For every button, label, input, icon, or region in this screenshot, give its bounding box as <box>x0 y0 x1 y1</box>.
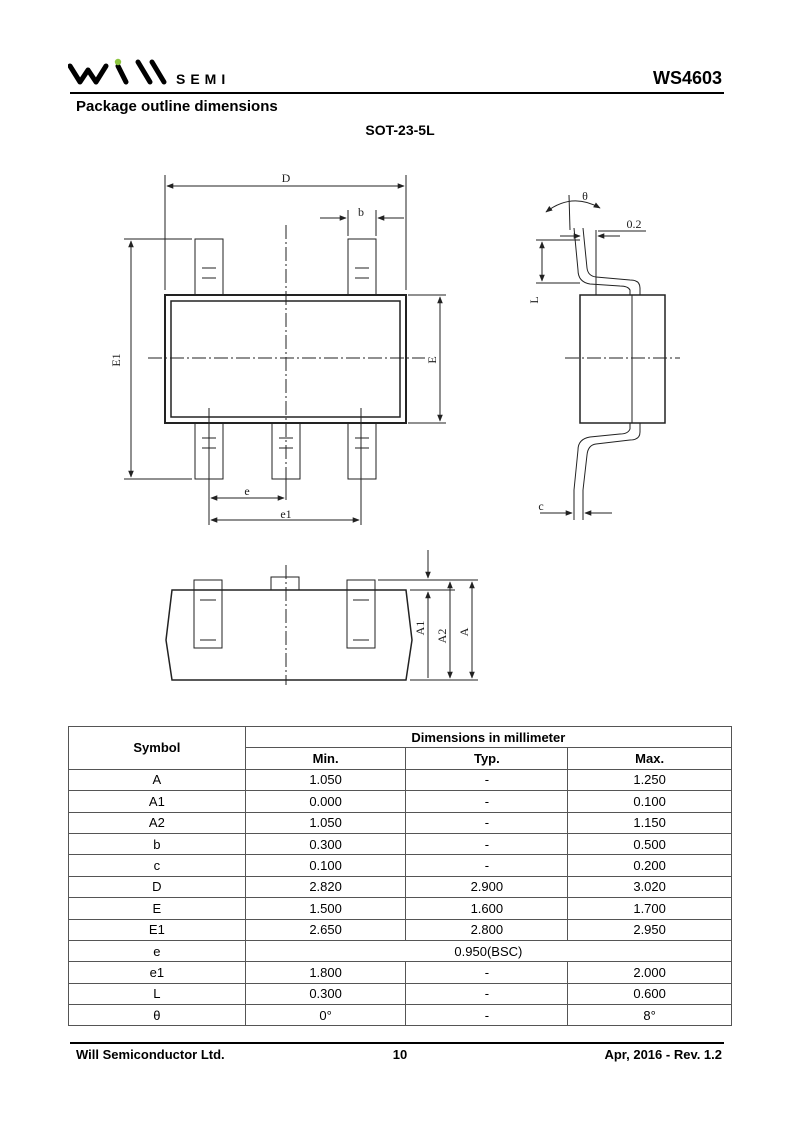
footer-rule <box>70 1042 724 1044</box>
page-number: 10 <box>392 1047 408 1062</box>
max-cell: 1.700 <box>568 898 732 919</box>
symbol-cell: e1 <box>69 962 246 983</box>
label-theta: θ <box>582 189 588 203</box>
min-cell: 1.800 <box>245 962 406 983</box>
label-L: L <box>527 296 541 304</box>
min-cell: 2.820 <box>245 876 406 897</box>
typ-cell: - <box>406 962 568 983</box>
table-row <box>69 962 732 983</box>
value-span-cell: 0.950(BSC) <box>245 940 731 961</box>
symbol-cell: L <box>69 983 246 1004</box>
max-cell: 3.020 <box>568 876 732 897</box>
max-cell: 1.150 <box>568 812 732 833</box>
table-row <box>69 791 732 812</box>
table-row <box>69 919 732 940</box>
header-rule <box>70 92 724 94</box>
dimensions-table <box>68 726 732 1026</box>
label-lead-offset: 0.2 <box>626 217 642 231</box>
part-number: WS4603 <box>652 68 722 88</box>
package-name: SOT-23-5L <box>365 122 435 138</box>
top-view <box>124 175 446 525</box>
label-E: E <box>425 356 439 364</box>
typ-cell: - <box>406 1005 568 1026</box>
label-b: b <box>358 205 364 219</box>
min-cell: 0.000 <box>245 791 406 812</box>
symbol-cell: A <box>69 769 246 790</box>
typ-cell: - <box>406 855 568 876</box>
label-A2: A2 <box>435 628 449 644</box>
max-header: Max. <box>568 748 732 769</box>
typ-cell: - <box>406 791 568 812</box>
typ-cell: - <box>406 983 568 1004</box>
symbol-cell: E1 <box>69 919 246 940</box>
table-row <box>69 983 732 1004</box>
section-title: Package outline dimensions <box>76 98 278 115</box>
min-cell: 0° <box>245 1005 406 1026</box>
min-cell: 0.300 <box>245 983 406 1004</box>
typ-cell: - <box>406 812 568 833</box>
typ-cell: - <box>406 833 568 854</box>
min-cell: 0.300 <box>245 833 406 854</box>
symbol-cell: D <box>69 876 246 897</box>
min-cell: 1.050 <box>245 769 406 790</box>
package-outline-drawing <box>0 150 800 710</box>
table-row <box>69 812 732 833</box>
label-A: A <box>457 627 471 637</box>
symbol-cell: E <box>69 898 246 919</box>
label-E1: E1 <box>109 353 123 367</box>
typ-cell: - <box>406 769 568 790</box>
side-view <box>536 195 680 520</box>
typ-cell: 2.800 <box>406 919 568 940</box>
label-A1: A1 <box>413 620 427 636</box>
symbol-cell: A2 <box>69 812 246 833</box>
max-cell: 1.250 <box>568 769 732 790</box>
table-row <box>69 876 732 897</box>
symbol-cell: θ <box>69 1005 246 1026</box>
will-semi-logo <box>68 58 268 90</box>
min-cell: 1.050 <box>245 812 406 833</box>
min-cell: 0.100 <box>245 855 406 876</box>
label-c: c <box>538 499 544 513</box>
table-row <box>69 855 732 876</box>
label-D: D <box>281 171 291 185</box>
symbol-cell: e <box>69 940 246 961</box>
typ-header: Typ. <box>406 748 568 769</box>
symbol-cell: c <box>69 855 246 876</box>
typ-cell: 2.900 <box>406 876 568 897</box>
min-cell: 2.650 <box>245 919 406 940</box>
table-row <box>69 833 732 854</box>
max-cell: 0.600 <box>568 983 732 1004</box>
table-row <box>69 769 732 790</box>
footer-revision: Apr, 2016 - Rev. 1.2 <box>604 1047 722 1062</box>
dimensions-group-header: Dimensions in millimeter <box>245 727 731 748</box>
max-cell: 2.000 <box>568 962 732 983</box>
table-row <box>69 898 732 919</box>
brand-text: SEMI <box>176 71 231 87</box>
typ-cell: 1.600 <box>406 898 568 919</box>
front-view <box>166 550 478 685</box>
footer-company: Will Semiconductor Ltd. <box>76 1047 225 1062</box>
symbol-cell: b <box>69 833 246 854</box>
table-row <box>69 940 732 961</box>
max-cell: 0.500 <box>568 833 732 854</box>
table-row <box>69 1005 732 1026</box>
label-e1: e1 <box>280 507 292 521</box>
max-cell: 0.100 <box>568 791 732 812</box>
symbol-header: Symbol <box>69 727 246 770</box>
dimensions-table-body <box>69 769 732 1026</box>
max-cell: 2.950 <box>568 919 732 940</box>
min-header: Min. <box>245 748 406 769</box>
min-cell: 1.500 <box>245 898 406 919</box>
max-cell: 0.200 <box>568 855 732 876</box>
max-cell: 8° <box>568 1005 732 1026</box>
symbol-cell: A1 <box>69 791 246 812</box>
label-e: e <box>244 484 250 498</box>
